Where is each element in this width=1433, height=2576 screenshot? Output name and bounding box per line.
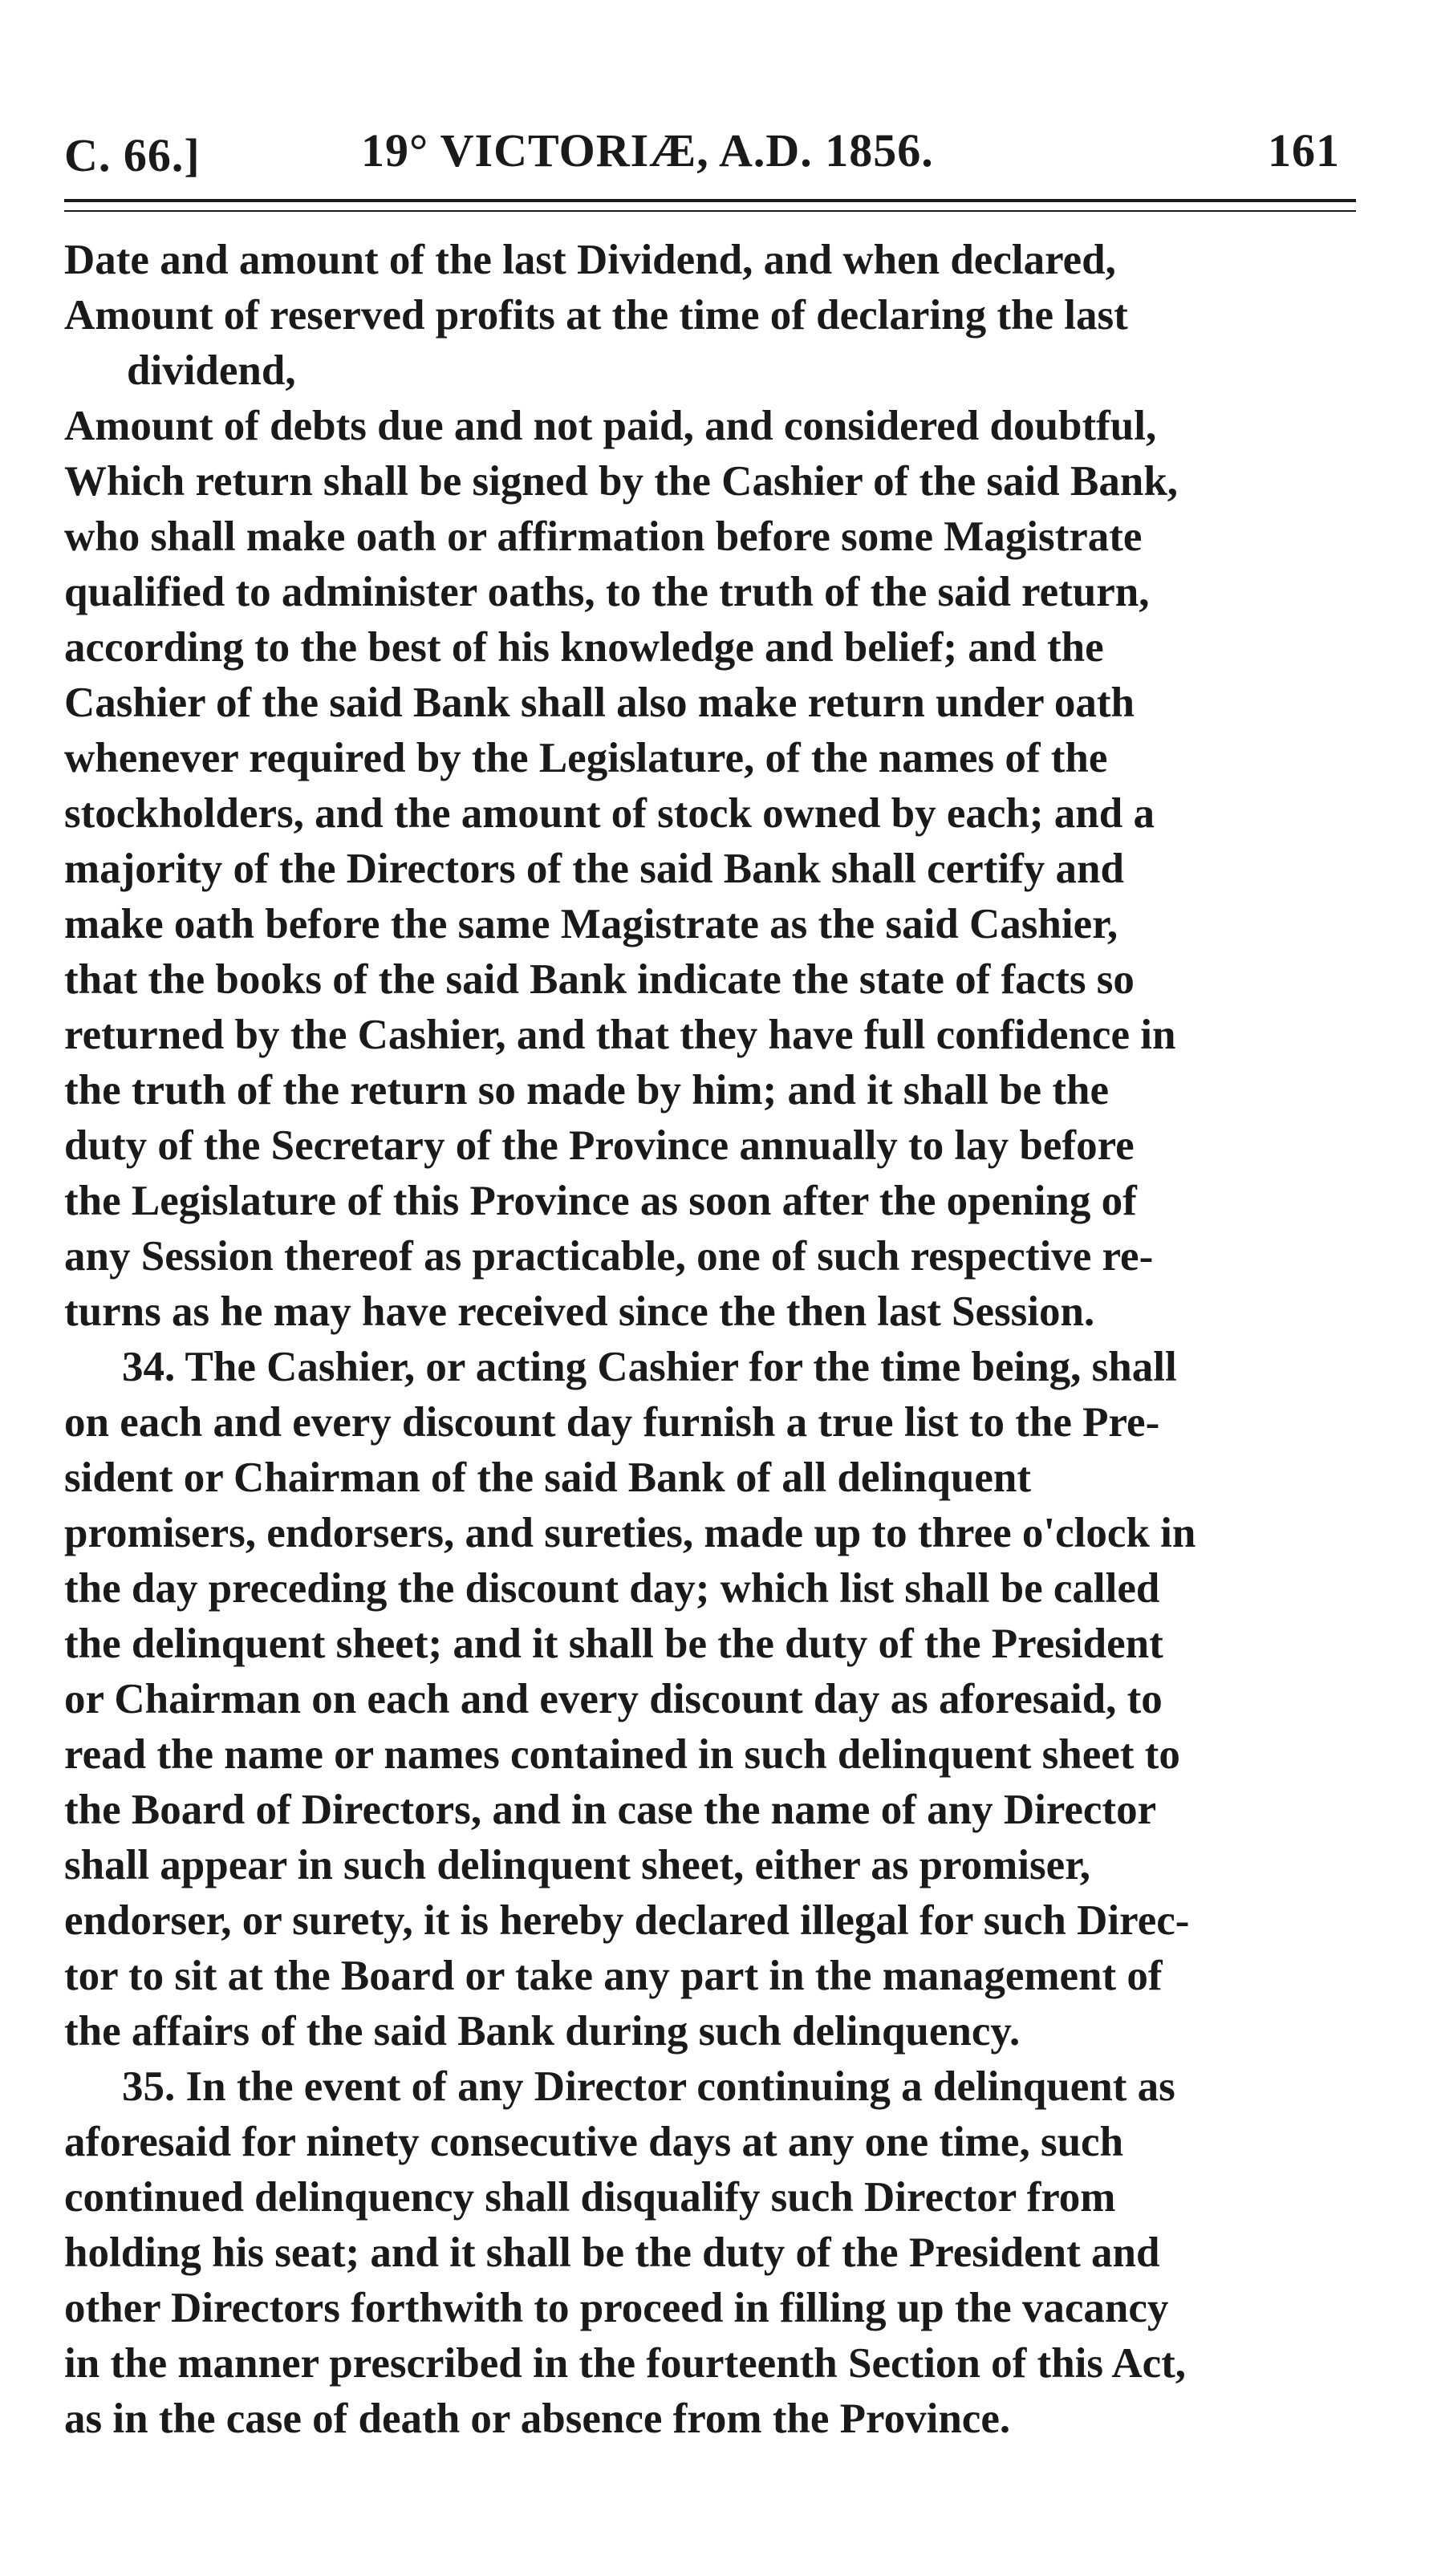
page-header <box>64 112 1364 193</box>
text-line: dividend, <box>127 347 296 394</box>
document-page <box>64 112 1364 2442</box>
text-line: shall appear in such delinquent sheet, either as promiser, <box>64 1842 1091 1888</box>
text-line: in the manner prescribed in the fourteenth Section of this Act, <box>64 2340 1187 2387</box>
text-line: tor to sit at the Board or take any part in the management of <box>64 1953 1163 1999</box>
section-34-start: 34. The Cashier, or acting Cashier for the time being, shall <box>122 1344 1177 1390</box>
body-text <box>64 233 1364 2447</box>
text-line: make oath before the same Magistrate as the said Cashier, <box>64 901 1118 947</box>
text-line: holding his seat; and it shall be the duty of the President and <box>64 2229 1160 2276</box>
text-line: sident or Chairman of the said Bank of all delinquent <box>64 1454 1031 1501</box>
text-line: who shall make oath or affirmation before some Magistrate <box>64 513 1143 560</box>
page-number: 161 <box>1268 124 1340 176</box>
text-line: the delinquent sheet; and it shall be the duty of the President <box>64 1621 1163 1667</box>
text-line: read the name or names contained in such delinquent sheet to <box>64 1731 1180 1778</box>
text-line: on each and every discount day furnish a true list to the Pre- <box>64 1399 1160 1446</box>
text-line: endorser, or surety, it is hereby declared illegal for such Direc- <box>64 1897 1190 1944</box>
text-line: Cashier of the said Bank shall also make return under oath <box>64 679 1135 726</box>
running-title: 19° VICTORIÆ, A.D. 1856. <box>361 124 934 176</box>
text-line: whenever required by the Legislature, of the names of the <box>64 735 1108 781</box>
text-line: that the books of the said Bank indicate the state of facts so <box>64 956 1135 1003</box>
text-line: aforesaid for ninety consecutive days at any one time, such <box>64 2119 1124 2165</box>
section-35-start: 35. In the event of any Director continuing a delinquent as <box>122 2063 1175 2110</box>
text-line: stockholders, and the amount of stock owned by each; and a <box>64 790 1155 837</box>
text-line: Date and amount of the last Dividend, and when declared, <box>64 237 1116 283</box>
chapter-reference: C. 66.] <box>64 129 201 181</box>
text-line: Amount of reserved profits at the time of declaring the last <box>64 292 1128 339</box>
header-rule-thick <box>64 199 1356 202</box>
text-line: the Board of Directors, and in case the name of any Director <box>64 1787 1157 1833</box>
text-line: the Legislature of this Province as soon after the opening of <box>64 1178 1137 1224</box>
text-line: or Chairman on each and every discount day as aforesaid, to <box>64 1676 1163 1722</box>
text-line: duty of the Secretary of the Province annually to lay before <box>64 1122 1135 1169</box>
text-line: other Directors forthwith to proceed in filling up the vacancy <box>64 2285 1169 2331</box>
text-line: as in the case of death or absence from the Province. <box>64 2395 1011 2442</box>
text-line: qualified to administer oaths, to the truth of the said return, <box>64 569 1150 615</box>
text-line: any Session thereof as practicable, one of such respective re- <box>64 1233 1154 1280</box>
text-line: returned by the Cashier, and that they have full confidence in <box>64 1012 1176 1058</box>
text-line: promisers, endorsers, and sureties, made up to three o'clock in <box>64 1510 1196 1556</box>
text-line: the truth of the return so made by him; and it shall be the <box>64 1067 1109 1114</box>
text-line: turns as he may have received since the then last Session. <box>64 1288 1095 1335</box>
text-line: continued delinquency shall disqualify such Director from <box>64 2174 1116 2221</box>
header-rule-thin <box>64 210 1356 212</box>
text-line: Which return shall be signed by the Cashier of the said Bank, <box>64 458 1179 505</box>
text-line: the affairs of the said Bank during such delinquency. <box>64 2008 1021 2055</box>
text-line: Amount of debts due and not paid, and considered doubtful, <box>64 403 1157 449</box>
text-line: majority of the Directors of the said Bank shall certify and <box>64 846 1124 892</box>
text-line: the day preceding the discount day; which list shall be called <box>64 1565 1160 1612</box>
text-line: according to the best of his knowledge and belief; and the <box>64 624 1104 671</box>
